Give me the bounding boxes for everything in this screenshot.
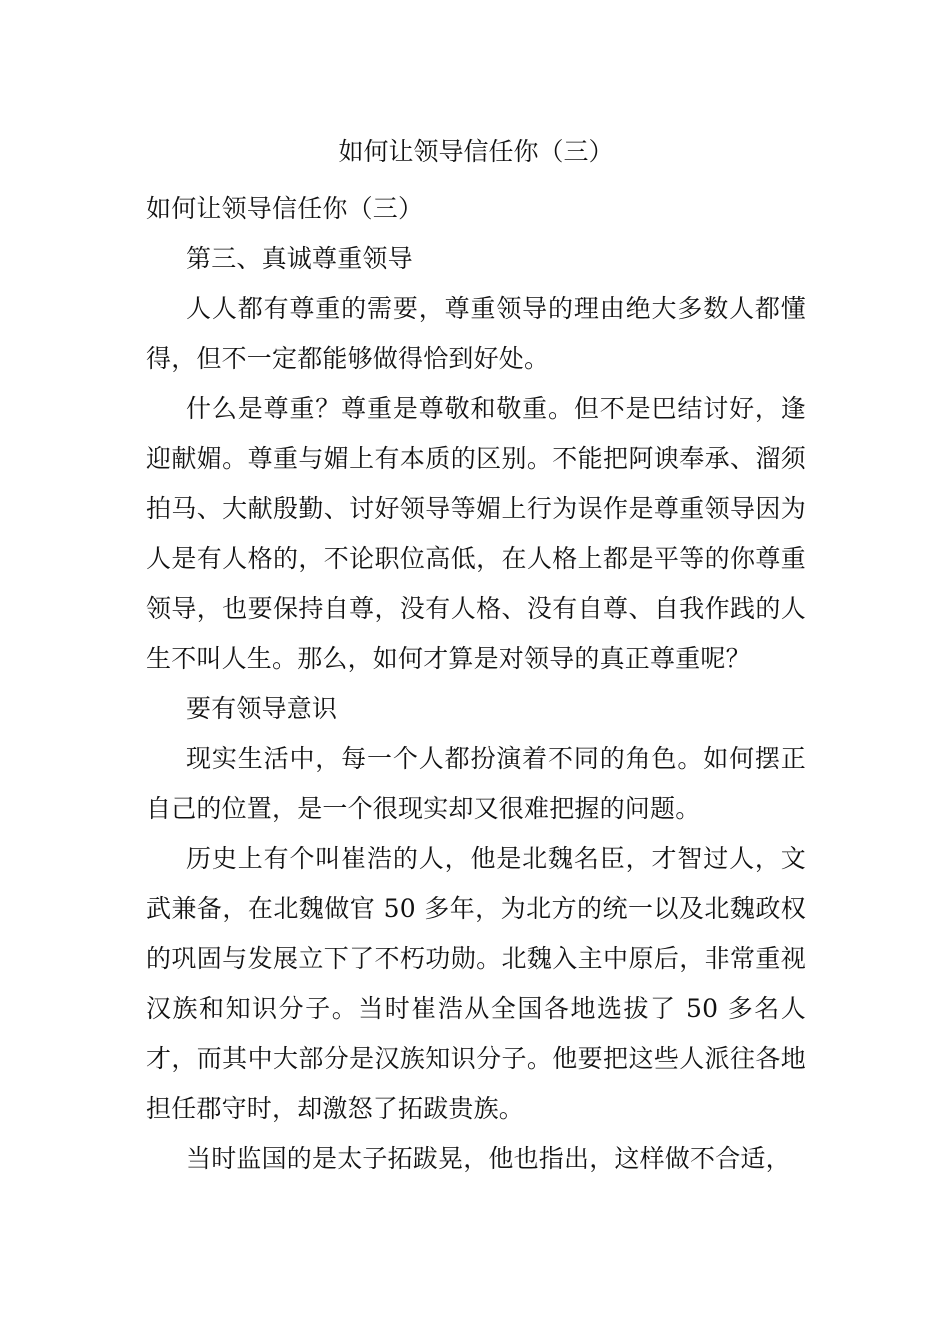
paragraph-crown-prince: 当时监国的是太子拓跋晃，他也指出，这样做不合适， xyxy=(186,1144,791,1173)
section-heading: 第三、真诚尊重领导 xyxy=(186,244,413,273)
document-title: 如何让领导信任你（三） xyxy=(338,137,614,166)
paragraph-respect-need: 人人都有尊重的需要，尊重领导的理由绝大多数人都懂得，但不一定都能够做得恰到好处。 xyxy=(146,294,806,373)
document-page xyxy=(146,132,806,1184)
paragraph-cui-hao: 历史上有个叫崔浩的人，他是北魏名臣，才智过人，文武兼备，在北魏做官 50 多年，为北方的统一以及北魏政权的巩固与发展立下了不朽功勋。北魏入主中原后，非常重视汉族和知识分子。当时崔浩从全国各地选拔了 50 多名人才，而其中大部分是汉族知识分子。他要把这些人派往各地担任郡守时，却激怒了拓跋贵族。 xyxy=(146,844,806,1123)
paragraph-roles: 现实生活中，每一个人都扮演着不同的角色。如何摆正自己的位置，是一个很现实却又很难把握的问题。 xyxy=(146,744,806,823)
paragraph-what-is-respect: 什么是尊重？尊重是尊敬和敬重。但不是巴结讨好，逢迎献媚。尊重与媚上有本质的区别。不能把阿谀奉承、溜须拍马、大献殷勤、讨好领导等媚上行为误作是尊重领导因为人是有人格的，不论职位高低，在人格上都是平等的你尊重领导，也要保持自尊，没有人格、没有自尊、自我作践的人生不叫人生。那么，如何才算是对领导的真正尊重呢？ xyxy=(146,394,806,673)
subheading-leader-awareness: 要有领导意识 xyxy=(186,694,338,723)
document-subtitle: 如何让领导信任你（三） xyxy=(146,194,424,223)
